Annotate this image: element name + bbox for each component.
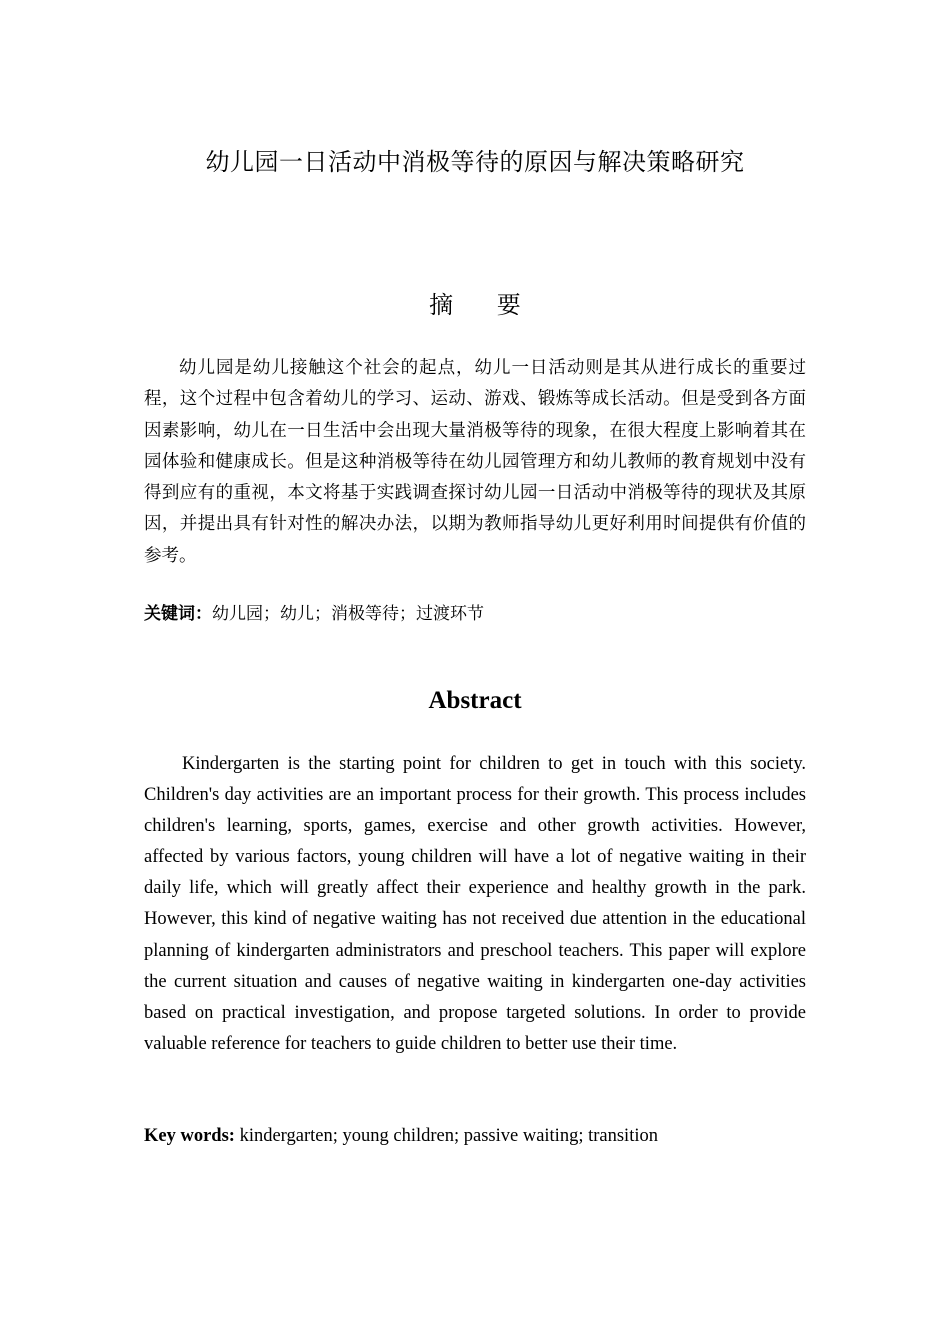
abstract-en-body: Kindergarten is the starting point for children to get in touch with this society. Children's day activities are an important process for their growth. This process includes children's learning, sports, games, exercise and other growth activities. However, affected by various factors, young children will have a lot of negative waiting in their daily life, which will greatly affect their experience and healthy growth in the park. However, this kind of negative waiting has not received due attention in the educational planning of kindergarten administrators and preschool teachers. This paper will explore the current situation and causes of negative waiting in kindergarten one-day activities based on practical investigation, and propose targeted solutions. In order to provide valuable reference for teachers to guide children to better use their time.: [144, 754, 806, 1054]
keywords-cn-label: 关键词：: [144, 604, 212, 624]
paper-title: 幼儿园一日活动中消极等待的原因与解决策略研究: [205, 148, 745, 176]
keywords-en-label: Key words:: [144, 1126, 235, 1146]
abstract-cn-body: 幼儿园是幼儿接触这个社会的起点，幼儿一日活动则是其从进行成长的重要过程，这个过程中包含着幼儿的学习、运动、游戏、锻炼等成长活动。但是受到各方面因素影响，幼儿在一日生活中会出现大量消极等待的现象，在很大程度上影响着其在园体验和健康成长。但是这种消极等待在幼儿园管理方和幼儿教师的教育规划中没有得到应有的重视，本文将基于实践调查探讨幼儿园一日活动中消极等待的现状及其原因，并提出具有针对性的解决办法，以期为教师指导幼儿更好利用时间提供有价值的参考。: [144, 358, 806, 566]
keywords-en-values: kindergarten; young children; passive waiting; transition: [239, 1126, 658, 1146]
keywords-cn-values: 幼儿园；幼儿；消极等待；过渡环节: [212, 604, 484, 624]
abstract-en-heading: Abstract: [428, 687, 522, 714]
keywords-cn: [144, 600, 806, 628]
keywords-en: [144, 1121, 806, 1151]
abstract-cn-heading: 摘 要: [429, 291, 539, 319]
